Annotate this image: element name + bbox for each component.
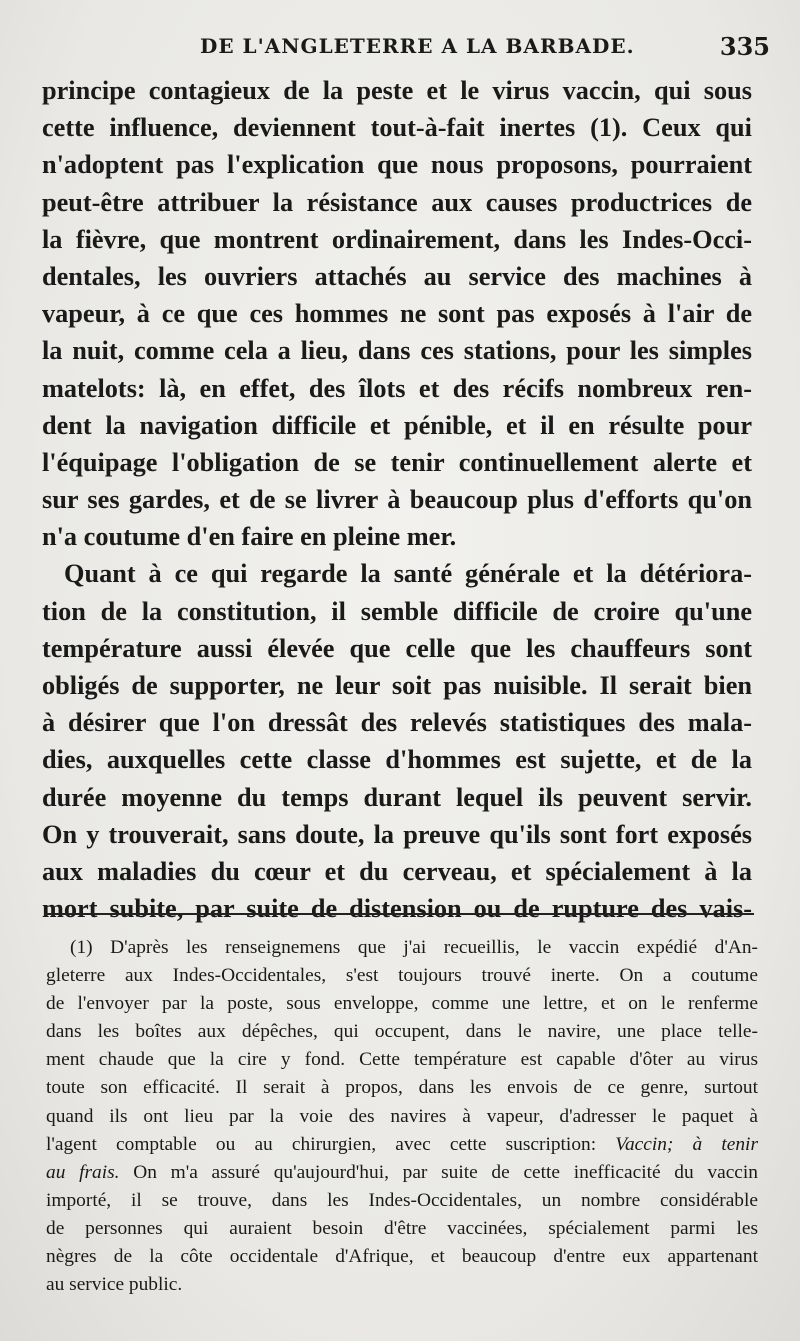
footnote-line: nègres de la côte occidentale d'Afrique, et beaucoup d'entre eux appartenant: [46, 1246, 758, 1268]
footnote-line: dans les boîtes aux dépêches, qui occupent, dans le navire, une place telle-: [46, 1021, 758, 1043]
footnote-italic-suscription: Vaccin; à tenir: [615, 1133, 758, 1155]
text-line: dentales, les ouvriers attachés au service des machines à: [42, 261, 752, 291]
text-line: vapeur, à ce que ces hommes ne sont pas exposés à l'air de: [42, 299, 752, 329]
page-header: [40, 30, 770, 64]
footnote-line-text: l'agent comptable ou au chirurgien, avec cette suscription:: [46, 1133, 597, 1155]
text-line: dies, auxquelles cette classe d'hommes est sujette, et de la: [42, 745, 752, 775]
footnote-line: au service public.: [46, 1274, 183, 1296]
footnote-line: [46, 1131, 758, 1159]
text-line: Quant à ce qui regarde la santé générale et la détériora-: [64, 559, 752, 589]
text-line: matelots: là, en effet, des îlots et des récifs nombreux ren-: [42, 373, 752, 403]
text-line: n'adoptent pas l'explication que nous proposons, pourraient: [42, 150, 752, 180]
text-line: dent la navigation difficile et pénible, et il en résulte pour: [42, 410, 752, 440]
text-line: l'équipage l'obligation de se tenir continuellement alerte et: [42, 447, 752, 477]
footnote-line: (1) D'après les renseignemens que j'ai recueillis, le vaccin expédié d'An-: [70, 937, 758, 958]
text-line: mort subite, par suite de distension ou de rupture des vais-: [42, 894, 752, 924]
text-line: à désirer que l'on dressât des relevés statistiques des mala-: [42, 708, 752, 738]
footnote-italic-suscription-end: au frais.: [46, 1161, 120, 1183]
text-line: la nuit, comme cela a lieu, dans ces stations, pour les simples: [42, 336, 752, 366]
text-line: obligés de supporter, ne leur soit pas nuisible. Il serait bien: [42, 671, 752, 700]
footnote-line: de l'envoyer par la poste, sous enveloppe, comme une lettre, et on le renferme: [46, 993, 758, 1015]
footnote: [46, 934, 758, 1299]
footnote-line: gleterre aux Indes-Occidentales, s'est toujours trouvé inerte. On a coutume: [46, 965, 758, 987]
footnote-line: [46, 1159, 758, 1187]
text-line: peut-être attribuer la résistance aux causes productrices de: [42, 187, 752, 217]
text-line: aux maladies du cœur et du cerveau, et spécialement à la: [42, 856, 752, 886]
footnote-line: quand ils ont lieu par la voie des navires à vapeur, d'adresser le paquet à: [46, 1105, 758, 1127]
text-line: On y trouverait, sans doute, la preuve qu'ils sont fort exposés: [42, 819, 752, 849]
footnote-line: importé, il se trouve, dans les Indes-Occidentales, un nombre considérable: [46, 1189, 758, 1211]
footnote-rule: [44, 913, 754, 915]
text-line: n'a coutume d'en faire en pleine mer.: [42, 522, 457, 552]
footnote-line: toute son efficacité. Il serait à propos, dans les envois de ce genre, surtout: [46, 1077, 758, 1099]
body-text: [42, 72, 752, 927]
text-line: durée moyenne du temps durant lequel ils peuvent servir.: [42, 782, 752, 812]
running-title: DE L'ANGLETERRE A LA BARBADE.: [200, 34, 635, 58]
text-line: tion de la constitution, il semble difficile de croire qu'une: [42, 596, 752, 626]
text-line: principe contagieux de la peste et le virus vaccin, qui sous: [42, 76, 752, 105]
footnote-line-text: On m'a assuré qu'aujourd'hui, par suite de cette inefficacité du vaccin: [119, 1161, 758, 1183]
page-number: 335: [719, 32, 770, 61]
text-line: sur ses gardes, et de se livrer à beaucoup plus d'efforts qu'on: [42, 485, 752, 515]
text-line: cette influence, deviennent tout-à-fait inertes (1). Ceux qui: [42, 113, 752, 143]
text-line: la fièvre, que montrent ordinairement, dans les Indes-Occi-: [42, 224, 752, 254]
text-line: température aussi élevée que celle que les chauffeurs sont: [42, 633, 752, 663]
footnote-line: de personnes qui auraient besoin d'être vaccinées, spécialement parmi les: [46, 1217, 758, 1239]
footnote-line: ment chaude que la cire y fond. Cette température est capable d'ôter au virus: [46, 1049, 758, 1071]
